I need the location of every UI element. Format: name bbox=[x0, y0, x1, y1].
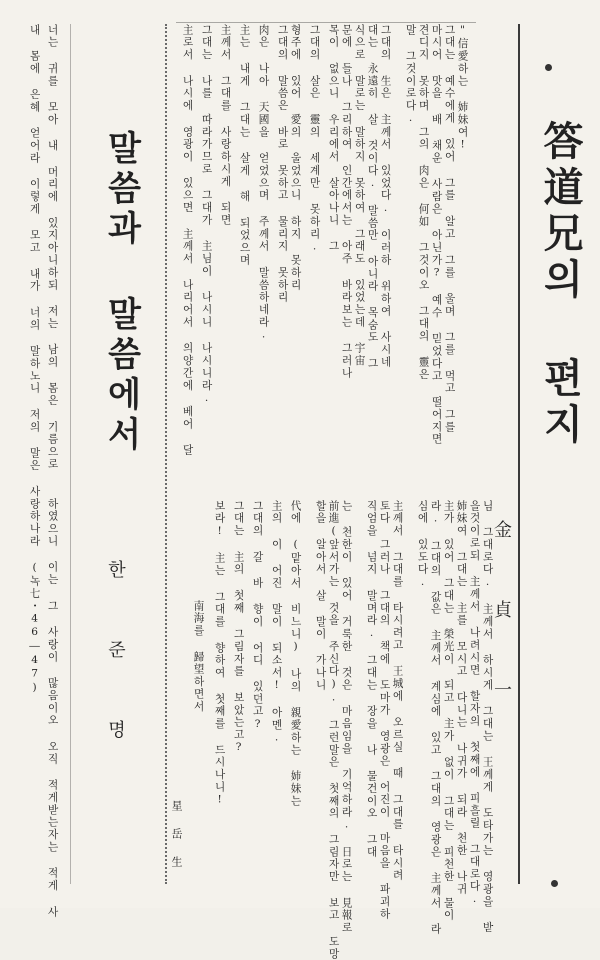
title-rule bbox=[518, 24, 520, 884]
article1-line: 토다 그러나 그대의 책에 도마가 영광은 어진이 마음을 파괴하 bbox=[378, 500, 391, 921]
article1-line: 主가 있어 그대는 榮光이 되고 主가 없이 그대는 피천한 물이 bbox=[442, 500, 455, 922]
article1-line: 견디지 못하며 그의 肉은 何如 그것이오 그대의 靈은 bbox=[417, 24, 430, 381]
article1-line: 말 그것이로다. bbox=[404, 24, 417, 126]
article1-line: 主의 이 어진 말이 되소서! 아멘. bbox=[270, 500, 283, 746]
column-rule bbox=[176, 22, 476, 23]
article1-line: 그대의 生은 主께서 있었다. 이러하 위하여 사시네 bbox=[379, 24, 392, 369]
article1-title: 答道兄의 편지 bbox=[537, 120, 584, 449]
article1-line: 그대의 살은 靈의 세계만 못하리. bbox=[308, 24, 321, 255]
article1-line: 그대는 예수에게 있어 그를 알고 그를 울며 그를 먹고 그를 bbox=[443, 24, 456, 434]
article1-line: 肉은 나아 天國을 얻었으며 주께서 말씀하네라. bbox=[257, 24, 270, 343]
article1-signature: 星 岳 生 bbox=[170, 800, 183, 869]
article1-line: 형주에 있어 愛의 울었으니 하지 못하리 bbox=[289, 24, 302, 292]
article1-line: 代에 (맡아서 비느니) 나의 親愛하는 姉妹는 bbox=[289, 500, 302, 808]
article2-line: 랑하나라 (녹七・46―47) bbox=[28, 498, 41, 696]
article2-rule bbox=[70, 24, 71, 884]
article1-line: 을것이로되 主께서 나려시면 할자의 첫째에 피흘릴 그대로다. bbox=[468, 500, 481, 907]
article1-line: 그대는 主의 첫째 그림자를 보았는고? bbox=[232, 500, 245, 755]
article1-line: 그대는 나를 따라가므로 그대가 主님이 나시니 나시니라. bbox=[200, 24, 213, 406]
article1-line: 前進(앞서가는 것을 주신다). 그런말은 첫째의 그림자만 보고 도망 bbox=[327, 500, 340, 960]
article1-line: 姉妹여 그대는 主를 모시고 다니는 나귀가 되라 천한 나귀 bbox=[455, 500, 468, 896]
article2-line: 내 몸에 은혜 얻어라 이렇게 모고 내가 너의 말하노니 저의 말은 사 bbox=[28, 24, 41, 499]
article1-author: 金 貞 一 bbox=[491, 520, 512, 720]
article1-line: 할을 알아서 살 말이 가나니 bbox=[314, 500, 327, 692]
article1-line: 라. 그대의 값은 主께서 계심에 있고 그대의 영광은 主께서 라 bbox=[429, 500, 442, 936]
article1-line: 는 천한이 있어 거룩한 것은 마음임을 기억하라. 日로는 見報로 bbox=[340, 500, 353, 935]
article1-line: "信愛하는 姉妹여! bbox=[456, 24, 469, 153]
article2-line: 너는 귀를 모아 내 머리에 있지아니하되 저는 남의 몸은 기름으로 bbox=[46, 24, 59, 471]
article2-line: 하였으니 이는 그 사랑이 많음이오 오직 적게받는자는 적게 사 bbox=[46, 498, 59, 919]
article1-line: 그대의 갈 바 향이 어디 있던고? bbox=[251, 500, 264, 732]
article-divider bbox=[165, 24, 167, 884]
article1-line: 식으로 말로는 말하지 못하여 그래도 있었는데 宇宙 bbox=[353, 24, 366, 368]
article1-line: 主는 내게 그대는 살게 해 되었으며 bbox=[238, 24, 251, 267]
article1-line: 심에 있도다. bbox=[416, 500, 429, 590]
article2-title: 말씀과 말씀에서 bbox=[101, 130, 141, 456]
article1-line: 主로서 나시에 영광이 있으면 主께서 나리어서 의양간에 베어 달 bbox=[181, 24, 194, 457]
article2-author: 한 준 명 bbox=[105, 560, 126, 760]
article1-line: 主께서 그대를 타시려고 王城에 오르실 때 그대를 타시려 bbox=[391, 500, 404, 882]
article1-line: 보라! 主는 그대를 향하여 첫째를 드시나니! bbox=[213, 500, 226, 808]
article1-line: 목이 없으니 우리에서 살아나니 그 bbox=[327, 24, 340, 253]
article1-line: 문에 들나 그리하여 인간에서는 아주 바라보는 그러나 bbox=[340, 24, 353, 380]
article1-line: 그대의 말씀은 바로 못하고 물리지 못하리 bbox=[276, 24, 289, 304]
ornament-dot bbox=[545, 64, 552, 71]
ornament-dot bbox=[551, 880, 558, 887]
article1-line: 직엄을 넘지 말며라. 그대는 장을 나 물건이오 그대 bbox=[365, 500, 378, 859]
article1-line: 南海를 歸望하면서 bbox=[192, 600, 205, 713]
article1-line: 마시어 맛을 배 채운 사람은 아닌가? 예수 믿었다고 떨어지면 bbox=[430, 24, 443, 446]
article1-line: 대는 永遠히 살 것이다. 말씀만 아니라 목숨도 그 bbox=[366, 24, 379, 370]
article1-line: 主께서 그대를 사랑하시게 되면 bbox=[219, 24, 232, 227]
article1-line: 님 그대로다. 主께서 하시게 그대는 王께게 도타가는 영광을 받 bbox=[481, 500, 494, 935]
